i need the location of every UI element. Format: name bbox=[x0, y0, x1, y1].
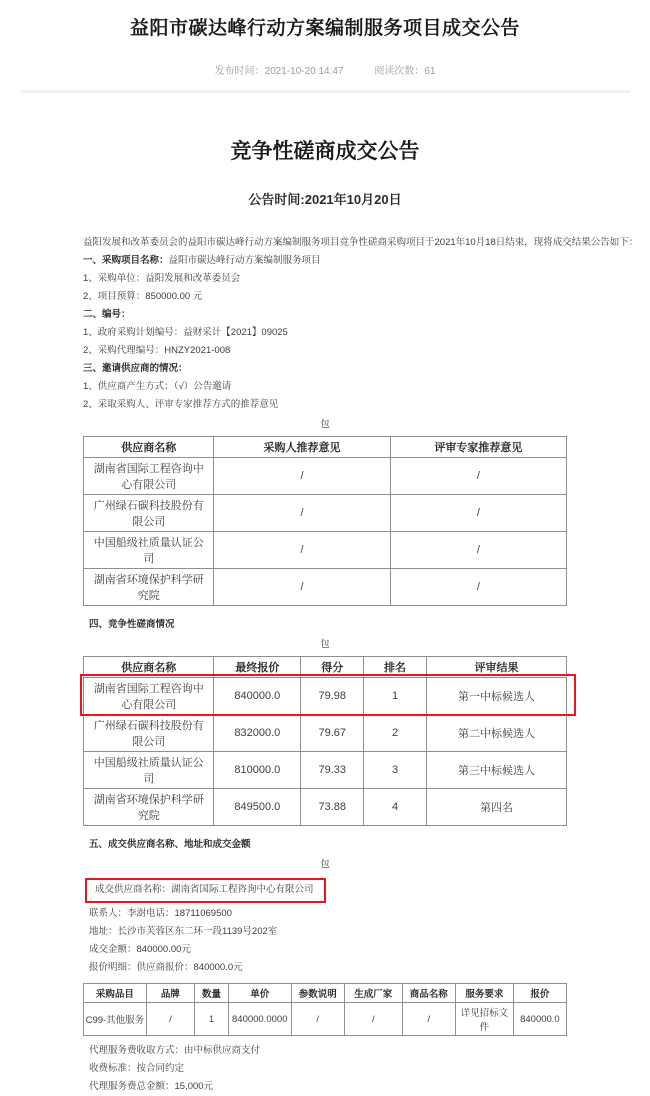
column-header: 单价 bbox=[228, 984, 291, 1003]
cell: / bbox=[214, 495, 390, 532]
section1-heading-label: 一、采购项目名称： bbox=[83, 255, 169, 266]
column-header: 评审专家推荐意见 bbox=[390, 437, 566, 458]
column-header: 生成厂家 bbox=[344, 984, 402, 1003]
supplier-name-cell: 广州绿石碳科技股份有限公司 bbox=[84, 495, 214, 532]
intro-paragraph: 益阳发展和改革委员会的益阳市碳达峰行动方案编制服务项目竞争性磋商采购项目于2021年10月18日结束，现将成交结果公告如下： bbox=[83, 237, 639, 248]
table-header-row bbox=[84, 437, 567, 458]
contact-line: 联系人：李澍电话：18711069500 bbox=[89, 908, 232, 919]
rank-cell: 4 bbox=[364, 789, 427, 826]
column-header: 品牌 bbox=[146, 984, 194, 1003]
publish-time bbox=[215, 66, 344, 77]
table-row bbox=[84, 789, 567, 826]
agency-fee-method-line: 代理服务费收取方式：由中标供应商支付 bbox=[89, 1045, 261, 1056]
column-header: 采购人推荐意见 bbox=[214, 437, 390, 458]
package-label-1: 包 bbox=[320, 419, 330, 430]
agency-number-line: 2、采购代理编号：HNZY2021-008 bbox=[83, 345, 231, 356]
winner-name-highlight bbox=[85, 878, 326, 903]
column-header: 参数说明 bbox=[291, 984, 344, 1003]
rank-cell: 1 bbox=[364, 678, 427, 715]
package-label-2: 包 bbox=[320, 639, 330, 650]
address-line: 地址：长沙市芙蓉区东二环一段1139号202室 bbox=[89, 926, 278, 937]
view-count-value: 61 bbox=[424, 66, 436, 77]
page-title: 益阳市碳达峰行动方案编制服务项目成交公告 bbox=[129, 18, 520, 39]
column-header: 报价 bbox=[513, 984, 566, 1003]
service-req-cell: 详见招标文件 bbox=[455, 1003, 513, 1036]
item-cell: C99-其他服务 bbox=[84, 1003, 147, 1036]
table-header-row bbox=[84, 657, 567, 678]
meta-bar bbox=[0, 62, 650, 77]
final-price-cell: 832000.0 bbox=[214, 715, 301, 752]
amount-line: 成交金额：840000.00元 bbox=[89, 944, 191, 955]
brand-cell: / bbox=[146, 1003, 194, 1036]
cell: / bbox=[214, 458, 390, 495]
column-header: 评审结果 bbox=[426, 657, 566, 678]
header-divider bbox=[20, 90, 630, 93]
fee-standard-line: 收费标准：按合同约定 bbox=[89, 1063, 185, 1074]
view-count-label: 阅读次数： bbox=[374, 66, 425, 77]
result-cell: 第四名 bbox=[426, 789, 566, 826]
purchaser-line: 1、采购单位：益阳发展和改革委员会 bbox=[83, 273, 241, 284]
supplier-name-cell: 湖南省环境保护科学研究院 bbox=[84, 569, 214, 606]
params-cell: / bbox=[291, 1003, 344, 1036]
negotiation-result-table bbox=[83, 656, 567, 826]
supplier-name-cell: 中国船级社质量认证公司 bbox=[84, 532, 214, 569]
negotiation-result-table-wrapper bbox=[83, 656, 567, 826]
notice-date: 公告时间:2021年10月20日 bbox=[248, 192, 402, 207]
section4-heading: 四、竞争性磋商情况 bbox=[89, 619, 175, 630]
publish-time-value: 2021-10-20 14:47 bbox=[264, 66, 344, 77]
supplier-name-cell: 湖南省环境保护科学研究院 bbox=[84, 789, 214, 826]
final-price-cell: 849500.0 bbox=[214, 789, 301, 826]
supplier-name-cell: 中国船级社质量认证公司 bbox=[84, 752, 214, 789]
recommendation-line: 2、采取采购人、评审专家推荐方式的推荐意见 bbox=[83, 399, 279, 410]
section1-heading bbox=[83, 252, 567, 270]
column-header: 服务要求 bbox=[455, 984, 513, 1003]
section2-heading: 二、编号： bbox=[83, 309, 131, 320]
rank-cell: 3 bbox=[364, 752, 427, 789]
table-row bbox=[84, 1003, 567, 1036]
budget-line: 2、项目预算：850000.00 元 bbox=[83, 291, 203, 302]
cell: / bbox=[390, 532, 566, 569]
table-row bbox=[84, 458, 567, 495]
column-header: 数量 bbox=[195, 984, 229, 1003]
manufacturer-cell: / bbox=[344, 1003, 402, 1036]
result-cell: 第三中标候选人 bbox=[426, 752, 566, 789]
price-cell: 840000.0 bbox=[513, 1003, 566, 1036]
supplier-name-cell: 广州绿石碳科技股份有限公司 bbox=[84, 715, 214, 752]
score-cell: 73.88 bbox=[301, 789, 364, 826]
cell: / bbox=[390, 569, 566, 606]
final-price-cell: 810000.0 bbox=[214, 752, 301, 789]
notice-title: 竞争性磋商成交公告 bbox=[230, 140, 420, 163]
table-header-row bbox=[84, 984, 567, 1003]
supplier-method-line: 1、供应商产生方式：（√）公告邀请 bbox=[83, 381, 232, 392]
cell: / bbox=[390, 495, 566, 532]
publish-time-label: 发布时间： bbox=[214, 66, 265, 77]
column-header: 供应商名称 bbox=[84, 437, 214, 458]
product-name-cell: / bbox=[402, 1003, 455, 1036]
unit-price-cell: 840000.0000 bbox=[228, 1003, 291, 1036]
column-header: 得分 bbox=[301, 657, 364, 678]
table-row bbox=[84, 532, 567, 569]
table-row bbox=[84, 495, 567, 532]
cell: / bbox=[214, 569, 390, 606]
supplier-recommendation-table bbox=[83, 436, 567, 606]
column-header: 最终报价 bbox=[214, 657, 301, 678]
section1-heading-value: 益阳市碳达峰行动方案编制服务项目 bbox=[168, 255, 321, 266]
final-price-cell: 840000.0 bbox=[214, 678, 301, 715]
table-row bbox=[84, 752, 567, 789]
procurement-item-table bbox=[83, 983, 567, 1036]
quote-detail-line: 报价明细：供应商报价：840000.0元 bbox=[89, 962, 243, 973]
announcement-body bbox=[83, 135, 639, 1096]
supplier-name-cell: 湖南省国际工程咨询中心有限公司 bbox=[84, 678, 214, 715]
table-row bbox=[84, 715, 567, 752]
table-row bbox=[84, 569, 567, 606]
quantity-cell: 1 bbox=[195, 1003, 229, 1036]
section5-heading: 五、成交供应商名称、地址和成交金额 bbox=[89, 839, 251, 850]
winner-name-line: 成交供应商名称：湖南省国际工程咨询中心有限公司 bbox=[95, 884, 314, 895]
score-cell: 79.98 bbox=[301, 678, 364, 715]
column-header: 排名 bbox=[364, 657, 427, 678]
plan-number-line: 1、政府采购计划编号：益财采计【2021】09025 bbox=[83, 327, 288, 338]
score-cell: 79.33 bbox=[301, 752, 364, 789]
rank-cell: 2 bbox=[364, 715, 427, 752]
result-cell: 第一中标候选人 bbox=[426, 678, 566, 715]
result-cell: 第二中标候选人 bbox=[426, 715, 566, 752]
view-count bbox=[374, 66, 435, 77]
package-label-3: 包 bbox=[320, 859, 330, 870]
cell: / bbox=[214, 532, 390, 569]
supplier-name-cell: 湖南省国际工程咨询中心有限公司 bbox=[84, 458, 214, 495]
score-cell: 79.67 bbox=[301, 715, 364, 752]
column-header: 采购品目 bbox=[84, 984, 147, 1003]
winner-row bbox=[84, 678, 567, 715]
cell: / bbox=[390, 458, 566, 495]
section3-heading: 三、邀请供应商的情况： bbox=[83, 363, 188, 374]
column-header: 供应商名称 bbox=[84, 657, 214, 678]
agency-fee-total-line: 代理服务费总金额：15,000元 bbox=[89, 1081, 214, 1092]
column-header: 商品名称 bbox=[402, 984, 455, 1003]
